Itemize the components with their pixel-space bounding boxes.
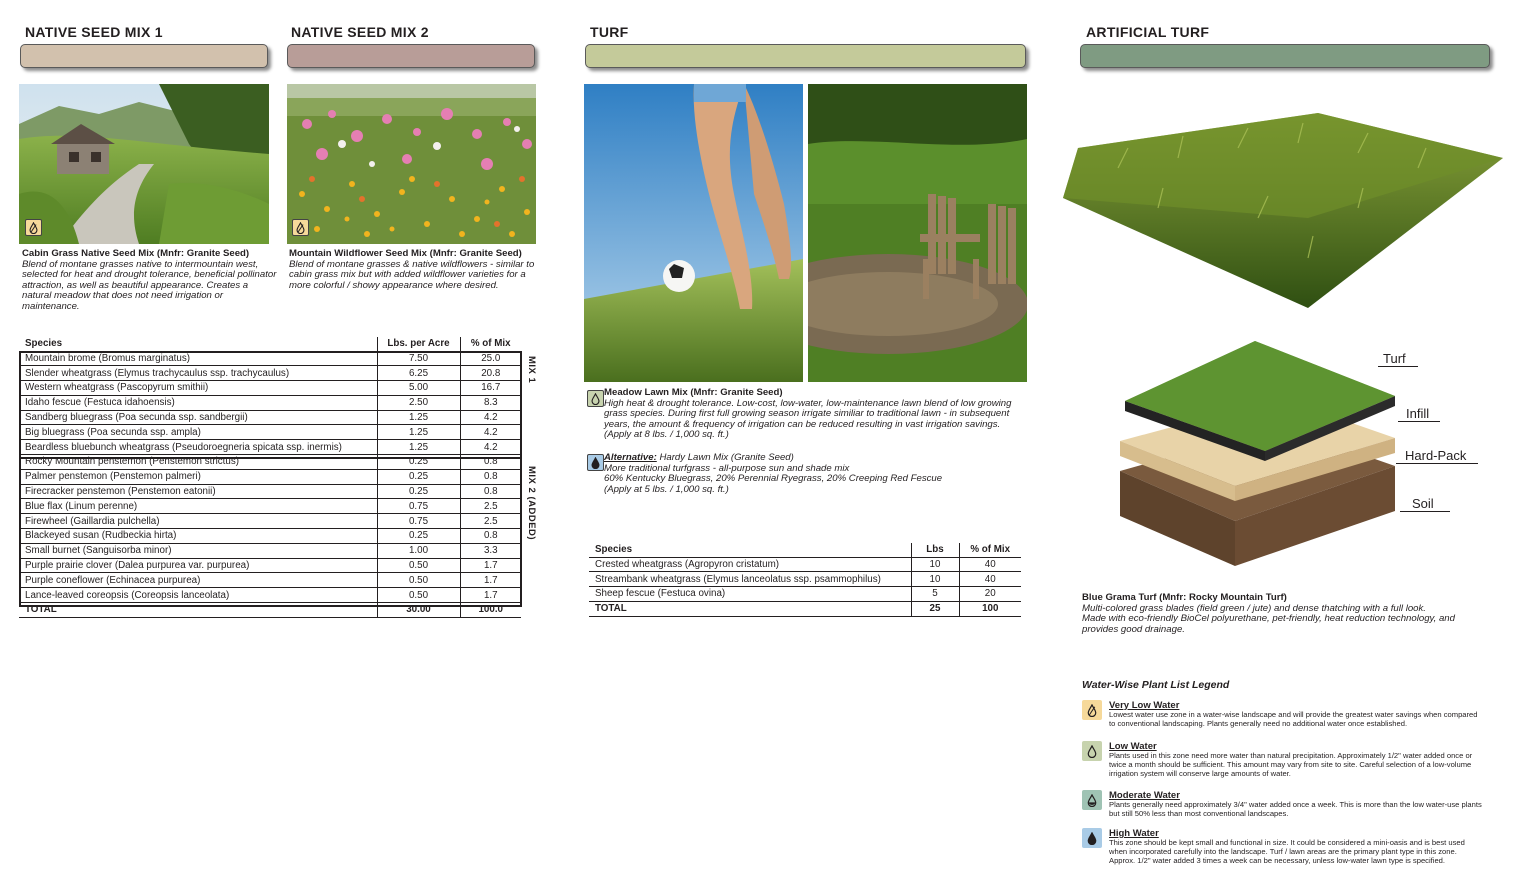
- species-cell: Western wheatgrass (Pascopyrum smithii): [19, 381, 377, 396]
- caption-title: Mountain Wildflower Seed Mix (Mnfr: Granite Seed): [289, 248, 522, 259]
- species-cell: Crested wheatgrass (Agropyron cristatum): [589, 557, 911, 572]
- section-bar-native-seed-mix-1: [20, 44, 268, 68]
- table-row: [19, 543, 521, 558]
- percent-cell: 40: [959, 572, 1021, 587]
- lbs-cell: 5: [911, 587, 959, 602]
- lbs-cell: 0.50: [377, 558, 460, 573]
- table-row: [19, 469, 521, 484]
- lbs-cell: 0.75: [377, 499, 460, 514]
- blue-grama-turf-caption: [1082, 593, 1482, 635]
- table-row: [19, 455, 521, 470]
- species-cell: Beardless bluebunch wheatgrass (Pseudoroegneria spicata ssp. inermis): [19, 440, 377, 455]
- percent-cell: 3.3: [460, 543, 521, 558]
- table-header-row: [589, 543, 1021, 557]
- table-row: [19, 514, 521, 529]
- species-cell: TOTAL: [589, 601, 911, 616]
- wildflower-meadow-photo: [287, 84, 536, 244]
- low-water-badge: [587, 390, 604, 407]
- table-row: [19, 573, 521, 588]
- lbs-cell: 10: [911, 557, 959, 572]
- percent-cell: 1.7: [460, 558, 521, 573]
- percent-cell: 2.5: [460, 514, 521, 529]
- artificial-turf-photo: [1058, 108, 1508, 313]
- species-cell: Big bluegrass (Poa secunda ssp. ampla): [19, 425, 377, 440]
- layer-label-turf: Turf: [1383, 351, 1406, 366]
- water-drop-icon: [590, 457, 601, 469]
- lbs-cell: 10: [911, 572, 959, 587]
- lbs-cell: 0.25: [377, 484, 460, 499]
- lbs-cell: 6.25: [377, 366, 460, 381]
- species-cell: Blue flax (Linum perenne): [19, 499, 377, 514]
- percent-cell: 16.7: [460, 381, 521, 396]
- table-row: [19, 381, 521, 396]
- table-row: [19, 499, 521, 514]
- legend-title: Water-Wise Plant List Legend: [1082, 679, 1230, 691]
- percent-cell: 0.8: [460, 469, 521, 484]
- legend-item-name: High Water: [1109, 828, 1159, 839]
- percent-cell: 0.8: [460, 455, 521, 470]
- species-cell: Rocky Mountain penstemon (Penstemon strictus): [19, 455, 377, 470]
- high-water-icon: [1082, 828, 1102, 848]
- leader-line: [1398, 421, 1440, 422]
- species-cell: Small burnet (Sanguisorba minor): [19, 543, 377, 558]
- percent-cell: 4.2: [460, 425, 521, 440]
- table-header-row: [19, 337, 521, 351]
- lbs-cell: 25: [911, 601, 959, 616]
- species-cell: Streambank wheatgrass (Elymus lanceolatus ssp. psammophilus): [589, 572, 911, 587]
- column-header-lbs-per-acre: Lbs. per Acre: [377, 337, 460, 351]
- percent-cell: 4.2: [460, 440, 521, 455]
- section-title-turf: TURF: [590, 24, 629, 40]
- caption-line: Multi-colored grass blades (field green / jute) and dense thatching with a full look.: [1082, 602, 1426, 614]
- lbs-cell: 5.00: [377, 381, 460, 396]
- column-header-species: Species: [19, 337, 377, 351]
- mix-2-label: MIX 2 (ADDED): [526, 466, 537, 541]
- note-title: Hardy Lawn Mix (Granite Seed): [659, 452, 794, 463]
- lbs-cell: 0.50: [377, 573, 460, 588]
- species-cell: Sandberg bluegrass (Poa secunda ssp. sandbergii): [19, 410, 377, 425]
- percent-cell: 0.8: [460, 484, 521, 499]
- note-line: More traditional turfgrass - all-purpose sun and shade mix: [604, 462, 850, 474]
- turf-species-table: [589, 543, 1021, 617]
- section-bar-native-seed-mix-2: [287, 44, 535, 68]
- lbs-cell: 1.25: [377, 425, 460, 440]
- percent-cell: 1.7: [460, 588, 521, 603]
- legend-item-description: Plants used in this zone need more water than natural precipitation. Approximately 1/2" water added once or twice a month should be sufficient. This amount may vary from site to site. Careful selection of a low-volume irrigation system will conserve large amounts of water.: [1109, 751, 1473, 779]
- mountain-wildflower-caption: [289, 249, 541, 291]
- percent-cell: 20.8: [460, 366, 521, 381]
- lbs-cell: 1.00: [377, 543, 460, 558]
- lbs-cell: 0.75: [377, 514, 460, 529]
- section-bar-artificial-turf: [1080, 44, 1490, 68]
- column-header-percent-of-mix: % of Mix: [959, 543, 1021, 557]
- layer-label-infill: Infill: [1406, 406, 1430, 421]
- table-row: [19, 588, 521, 603]
- species-cell: Firewheel (Gaillardia pulchella): [19, 514, 377, 529]
- percent-cell: 100: [959, 601, 1021, 616]
- species-cell: Mountain brome (Bromus marginatus): [19, 351, 377, 366]
- very-low-water-badge: [25, 219, 42, 236]
- table-total-row: [589, 601, 1021, 616]
- moderate-water-icon: [1082, 790, 1102, 810]
- table-row: [589, 557, 1021, 572]
- section-bar-turf: [585, 44, 1026, 68]
- lbs-cell: 1.25: [377, 410, 460, 425]
- lbs-cell: 0.25: [377, 455, 460, 470]
- lbs-cell: 1.25: [377, 440, 460, 455]
- legend-item-name: Very Low Water: [1109, 700, 1180, 711]
- table-row: [19, 410, 521, 425]
- very-low-water-icon: [1082, 700, 1102, 720]
- note-title: Meadow Lawn Mix (Mnfr: Granite Seed): [604, 387, 783, 398]
- high-water-badge: [587, 454, 604, 471]
- percent-cell: 40: [959, 557, 1021, 572]
- legend-item-description: Lowest water use zone in a water-wise landscape and will provide the greatest water savings when compared to conventional landscaping. Plants generally need no additional water once established.: [1109, 710, 1478, 729]
- water-drop-icon: [295, 222, 306, 234]
- percent-cell: 20: [959, 587, 1021, 602]
- table-row: [19, 395, 521, 410]
- adirondack-chairs-lawn-photo: [808, 84, 1027, 382]
- column-header-lbs: Lbs: [911, 543, 959, 557]
- table-row: [19, 425, 521, 440]
- low-water-icon: [1082, 741, 1102, 761]
- leader-line: [1396, 463, 1478, 464]
- percent-cell: 8.3: [460, 395, 521, 410]
- table-row: [19, 366, 521, 381]
- table-row: [589, 587, 1021, 602]
- mix-1-label: MIX 1: [526, 356, 537, 384]
- caption-body: Blend of montane grasses & native wildflowers - similar to cabin grass mix but with added wildflower varieties for a more colorful / showy appearance where desired.: [289, 258, 535, 291]
- table-row: [19, 351, 521, 366]
- section-title-native-seed-mix-1: NATIVE SEED MIX 1: [25, 24, 163, 40]
- meadow-lawn-note: [604, 388, 1016, 441]
- turf-layers-diagram: [1115, 326, 1400, 571]
- legend-item-name: Moderate Water: [1109, 790, 1180, 801]
- species-cell: Purple prairie clover (Dalea purpurea var. purpurea): [19, 558, 377, 573]
- legend-item-name: Low Water: [1109, 741, 1157, 752]
- alternative-label: Alternative:: [604, 452, 657, 463]
- species-cell: Firecracker penstemon (Penstemon eatonii): [19, 484, 377, 499]
- percent-cell: 4.2: [460, 410, 521, 425]
- note-apply-rate: (Apply at 5 lbs. / 1,000 sq. ft.): [604, 483, 729, 495]
- cabin-grass-caption: [22, 249, 280, 313]
- note-line: 60% Kentucky Bluegrass, 20% Perennial Ryegrass, 20% Creeping Red Fescue: [604, 473, 943, 485]
- table-row: [589, 572, 1021, 587]
- note-body: High heat & drought tolerance. Low-cost, low-water, low-maintenance lawn blend of low growing grass species. During first full growing season irrigate similiar to traditional lawn - in subsequent years, the amount & frequency of irrigation can be reduced resulting in vast irrigation savings.: [604, 397, 1012, 430]
- lbs-cell: 30.00: [377, 603, 460, 618]
- lbs-cell: 0.25: [377, 469, 460, 484]
- cabin-meadow-photo: [19, 84, 269, 244]
- species-cell: Blackeyed susan (Rudbeckia hirta): [19, 529, 377, 544]
- species-cell: Sheep fescue (Festuca ovina): [589, 587, 911, 602]
- column-header-species: Species: [589, 543, 911, 557]
- soccer-lawn-photo: [584, 84, 803, 382]
- caption-body: Blend of montane grasses native to intermountain west, selected for heat and drought tolerance, beneficial pollinator attraction, as well as beautiful appearance. Creates a natural meadow that does not need irrigation or maintenance.: [22, 258, 277, 312]
- table-row: [19, 529, 521, 544]
- percent-cell: 2.5: [460, 499, 521, 514]
- species-cell: Slender wheatgrass (Elymus trachycaulus ssp. trachycaulus): [19, 366, 377, 381]
- percent-cell: 1.7: [460, 573, 521, 588]
- caption-line: Made with eco-friendly BioCel polyurethane, pet-friendly, heat reduction technology, and provides good drainage.: [1082, 613, 1455, 635]
- lbs-cell: 7.50: [377, 351, 460, 366]
- water-drop-icon: [28, 222, 39, 234]
- caption-title: Blue Grama Turf (Mnfr: Rocky Mountain Turf): [1082, 592, 1287, 603]
- table-total-row: [19, 603, 521, 618]
- species-cell: Lance-leaved coreopsis (Coreopsis lanceolata): [19, 588, 377, 603]
- leader-line: [1400, 511, 1450, 512]
- species-cell: Palmer penstemon (Penstemon palmeri): [19, 469, 377, 484]
- column-header-percent-of-mix: % of Mix: [460, 337, 521, 351]
- section-title-artificial-turf: ARTIFICIAL TURF: [1086, 24, 1210, 40]
- table-row: [19, 484, 521, 499]
- percent-cell: 100.0: [460, 603, 521, 618]
- legend-item-description: This zone should be kept small and functional in size. It could be considered a mini-oasis and is best used when incorporated carefully into the landscape. Turf / lawn areas are the primary plant type in this zone. Approx. 1/2" water added 3 times a week can be necessary, unless low-water lawn type is specified.: [1109, 838, 1465, 866]
- lbs-cell: 0.50: [377, 588, 460, 603]
- table-row: [19, 440, 521, 455]
- lbs-cell: 0.25: [377, 529, 460, 544]
- note-apply-rate: (Apply at 8 lbs. / 1,000 sq. ft.): [604, 429, 729, 441]
- species-cell: TOTAL: [19, 603, 377, 618]
- leader-line: [1378, 366, 1418, 367]
- percent-cell: 25.0: [460, 351, 521, 366]
- layer-label-soil: Soil: [1412, 496, 1434, 511]
- water-drop-icon: [590, 393, 601, 405]
- species-cell: Idaho fescue (Festuca idahoensis): [19, 395, 377, 410]
- very-low-water-badge: [292, 219, 309, 236]
- native-seed-species-table: [19, 337, 521, 618]
- lbs-cell: 2.50: [377, 395, 460, 410]
- table-row: [19, 558, 521, 573]
- hardy-lawn-note: [604, 453, 1016, 495]
- layer-label-hard-pack: Hard-Pack: [1405, 448, 1467, 463]
- species-cell: Purple coneflower (Echinacea purpurea): [19, 573, 377, 588]
- caption-title: Cabin Grass Native Seed Mix (Mnfr: Granite Seed): [22, 248, 250, 259]
- legend-item-description: Plants generally need approximately 3/4" water added once a week. This is more than the low water-use plants but still 50% less than most conventional landscapes.: [1109, 800, 1482, 819]
- percent-cell: 0.8: [460, 529, 521, 544]
- section-title-native-seed-mix-2: NATIVE SEED MIX 2: [291, 24, 429, 40]
